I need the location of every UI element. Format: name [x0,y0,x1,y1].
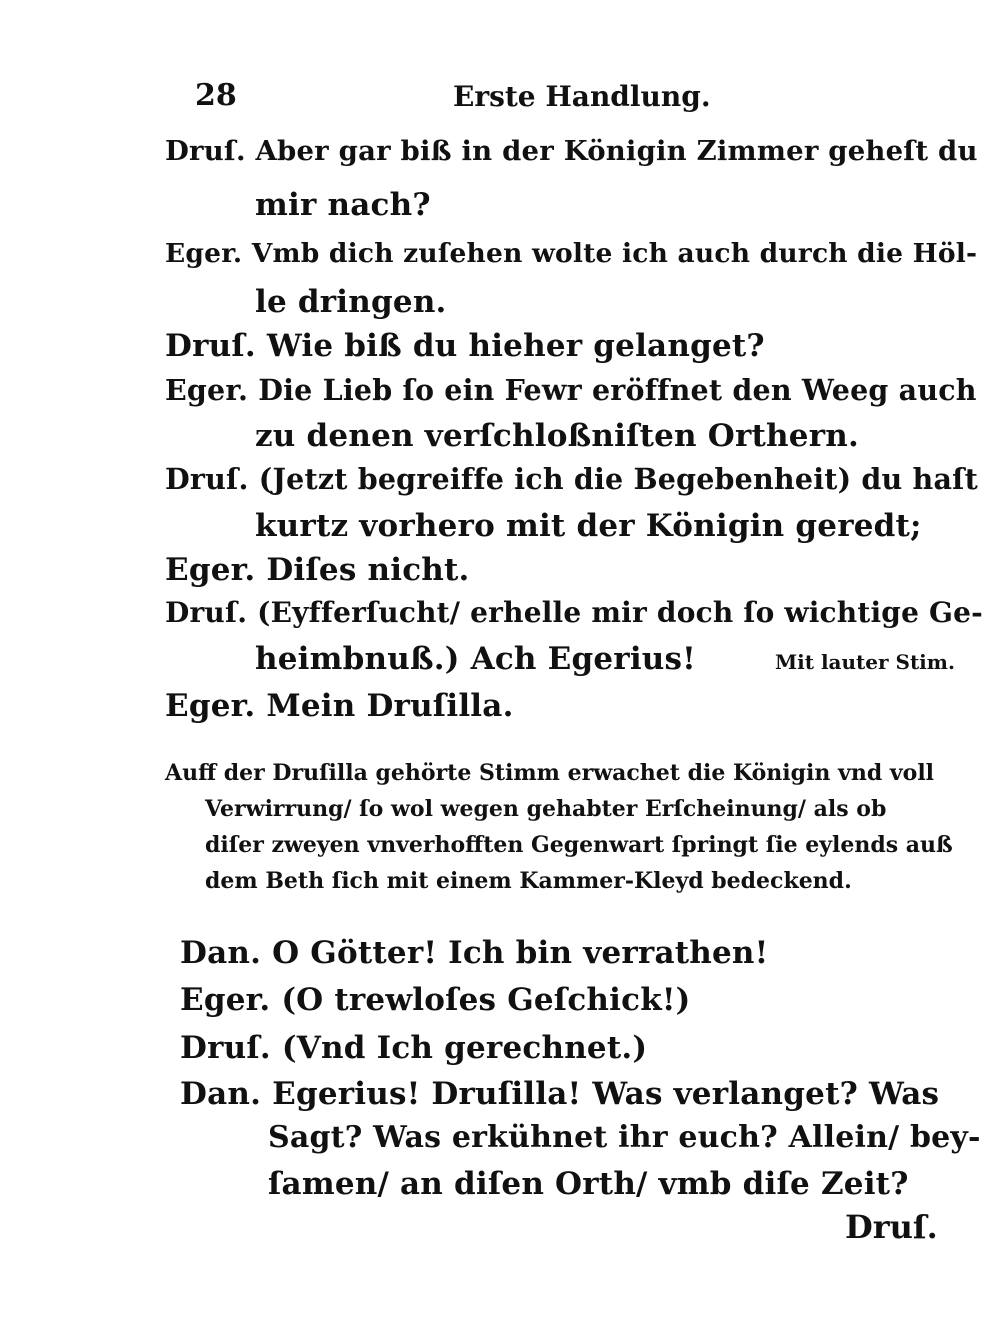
dialogue-line [255,641,696,677]
dialogue-text: zu denen verſchloßniſten Orthern. [255,418,859,454]
dialogue-line [255,187,431,223]
dialogue-line [165,552,470,588]
dialogue-line [180,982,691,1018]
stage-side-note: Mit lauter Stim. [775,650,955,674]
dialogue-line [165,373,977,407]
dialogue-line [180,935,768,971]
stage-direction-line: Auff der Druſilla gehörte Stimm erwachet die Königin vnd voll [165,760,935,786]
dialogue-text: Wie biß du hieher gelanget? [266,328,765,364]
dialogue-text: (O trewloſes Geſchick!) [281,982,691,1018]
running-title: Erste Handlung. [453,80,711,113]
speaker-label: Druſ. [165,135,246,167]
speaker-label: Eger. [165,688,256,724]
dialogue-text: heimbnuß.) Ach Egerius! [255,641,696,677]
speaker-label: Eger. [165,238,243,269]
dialogue-text: (Vnd Ich gerechnet.) [281,1030,648,1066]
dialogue-text: (Eyfferſucht/ erhelle mir doch ſo wichtige Ge- [257,596,983,629]
dialogue-text: (Jetzt begreiffe ich die Begebenheit) du haſt [258,462,978,496]
dialogue-line [255,418,859,454]
dialogue-line [165,462,978,496]
speaker-label: Eger. [165,373,249,407]
dialogue-text: Sagt? Was erkühnet ihr euch? Allein/ bey- [268,1120,981,1155]
speaker-label: Dan. [180,935,262,971]
dialogue-text: Mein Druſilla. [266,688,514,724]
speaker-label: Druſ. [165,328,256,364]
dialogue-text: Vmb dich zuſehen wolte ich auch durch die Höl- [251,238,978,269]
page-number: 28 [195,78,237,113]
dialogue-text: O Götter! Ich bin verrathen! [272,935,769,971]
dialogue-text: Egerius! Druſilla! Was verlanget? Was [272,1076,940,1112]
speaker-label: Eger. [165,552,256,588]
dialogue-line [165,596,983,629]
speaker-label: Druſ. [180,1030,271,1066]
speaker-label: Druſ. [165,462,249,496]
dialogue-line [165,688,514,724]
dialogue-line [180,1030,647,1066]
dialogue-text: mir nach? [255,187,431,223]
dialogue-text: kurtz vorhero mit der Königin geredt; [255,508,922,544]
dialogue-text: Die Lieb ſo ein Fewr eröffnet den Weeg auch [258,373,977,407]
dialogue-line [268,1120,981,1155]
speaker-label: Druſ. [165,596,248,629]
dialogue-text: Diſes nicht. [266,552,470,588]
speaker-label: Eger. [180,982,271,1018]
dialogue-line [255,508,922,544]
catchword: Druſ. [845,1208,938,1246]
dialogue-text: Aber gar biß in der Königin Zimmer geheſt du [255,135,978,167]
dialogue-text: le dringen. [255,284,447,320]
speaker-label: Dan. [180,1076,262,1112]
stage-direction-line: Verwirrung/ ſo wol wegen gehabter Erſcheinung/ als ob [205,796,887,822]
stage-direction-line: diſer zweyen vnverhofften Gegenwart ſpringt ſie eylends auß [205,832,953,858]
dialogue-line [165,238,977,269]
dialogue-line [268,1166,909,1202]
dialogue-line [180,1076,939,1112]
page-header [195,78,715,118]
dialogue-text: ſamen/ an diſen Orth/ vmb diſe Zeit? [268,1166,909,1202]
dialogue-line [255,284,447,320]
dialogue-line [165,328,765,364]
stage-direction-line: dem Beth ſich mit einem Kammer-Kleyd bedeckend. [205,868,852,894]
dialogue-line [165,135,978,167]
